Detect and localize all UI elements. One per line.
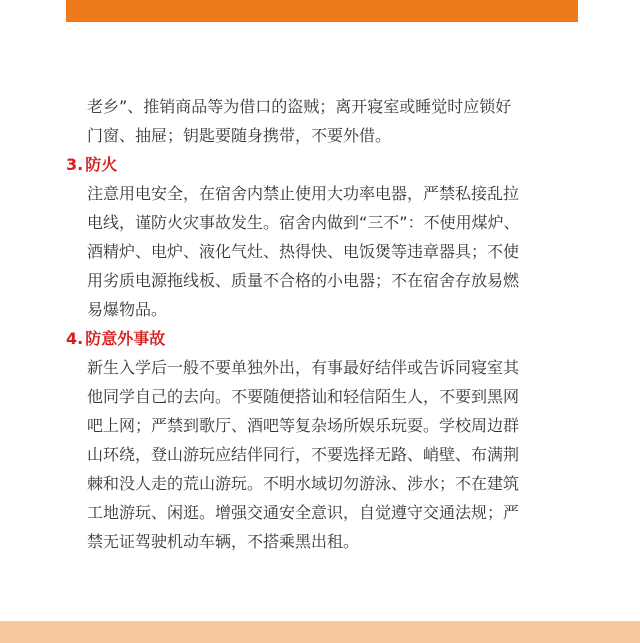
- accident-line: 工地游玩、闲逛。增强交通安全意识，自觉遵守交通法规；严: [87, 503, 520, 522]
- accident-line: 吧上网；严禁到歌厅、酒吧等复杂场所娱乐玩耍。学校周边群: [87, 416, 520, 435]
- section-number: 3.: [66, 155, 84, 174]
- section-title: 防火: [85, 155, 118, 174]
- fire-line: 用劣质电源拖线板、质量不合格的小电器；不在宿舍存放易燃: [87, 271, 520, 290]
- fire-line: 易爆物品。: [87, 300, 168, 319]
- fire-line: 酒精炉、电炉、液化气灶、热得快、电饭煲等违章器具；不使: [87, 242, 520, 261]
- document-body: [66, 92, 582, 556]
- section-title: 防意外事故: [85, 329, 166, 348]
- accident-line: 禁无证驾驶机动车辆，不搭乘黑出租。: [87, 532, 360, 551]
- bottom-accent-bar: [0, 621, 640, 643]
- fire-paragraph: [87, 179, 582, 324]
- accident-line: 山环绕，登山游玩应结伴同行，不要选择无路、峭壁、布满荆: [87, 445, 520, 464]
- accident-line: 他同学自己的去向。不要随便搭讪和轻信陌生人，不要到黑网: [87, 387, 520, 406]
- intro-paragraph: [87, 92, 582, 150]
- section-heading-accident: [66, 324, 582, 353]
- fire-line: 注意用电安全，在宿舍内禁止使用大功率电器，严禁私接乱拉: [87, 184, 520, 203]
- accident-paragraph: [87, 353, 582, 556]
- intro-line: 老乡”、推销商品等为借口的盗贼；离开寝室或睡觉时应锁好: [87, 97, 512, 116]
- section-number: 4.: [66, 329, 84, 348]
- top-accent-bar: [66, 0, 578, 22]
- section-heading-fire: [66, 150, 582, 179]
- intro-line: 门窗、抽屉；钥匙要随身携带，不要外借。: [87, 126, 392, 145]
- accident-line: 棘和没人走的荒山游玩。不明水域切勿游泳、涉水；不在建筑: [87, 474, 520, 493]
- fire-line: 电线，谨防火灾事故发生。宿舍内做到“三不”：不使用煤炉、: [87, 213, 520, 232]
- accident-line: 新生入学后一般不要单独外出，有事最好结伴或告诉同寝室其: [87, 358, 520, 377]
